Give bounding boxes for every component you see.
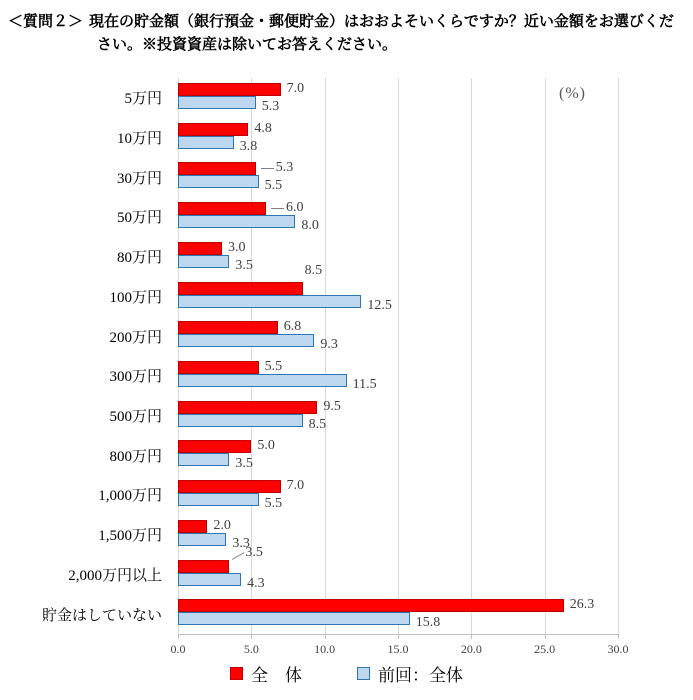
question-number-tag: ＜質問２＞ bbox=[8, 13, 84, 30]
legend-item-current bbox=[230, 661, 302, 686]
value-label-current: 3.5 bbox=[245, 544, 263, 560]
x-axis-tick-label: 10.0 bbox=[314, 642, 336, 656]
value-label-current: 5.0 bbox=[257, 438, 275, 454]
bar-current bbox=[178, 83, 281, 96]
value-label-current: 9.5 bbox=[323, 398, 341, 414]
question-title-line2: さい。※投資資産は除いてお答えください。 bbox=[97, 36, 398, 53]
value-label-previous: 5.5 bbox=[264, 496, 283, 512]
bar-previous bbox=[178, 533, 226, 546]
value-label-current: 7.0 bbox=[286, 81, 305, 96]
value-label-previous: 3.5 bbox=[235, 257, 253, 273]
category-label: 10万円 bbox=[116, 131, 162, 148]
category-label: 30万円 bbox=[116, 170, 162, 187]
category-label: 80万円 bbox=[116, 250, 162, 267]
bar-current bbox=[178, 202, 266, 215]
question-text: 現在の貯金額（銀行預金・郵便貯金）はおおよそいくらですか？近い金額をお選びくだ bbox=[89, 13, 674, 30]
category-label: 100万円 bbox=[109, 289, 162, 306]
value-label-current: 2.0 bbox=[213, 517, 231, 533]
category-label: 貯金はしていない bbox=[41, 607, 162, 624]
value-label-previous: 5.3 bbox=[261, 99, 280, 114]
bar-previous bbox=[178, 215, 295, 228]
x-axis-tick-label: 5.0 bbox=[243, 642, 259, 656]
bar-current bbox=[178, 401, 317, 414]
value-label-current: 5.5 bbox=[264, 359, 283, 374]
gridline bbox=[471, 78, 472, 634]
bar-current bbox=[178, 242, 222, 255]
value-label-current: 26.3 bbox=[569, 597, 595, 613]
bar-previous bbox=[178, 295, 361, 308]
bar-previous bbox=[178, 414, 303, 427]
value-label-current: 7.0 bbox=[286, 478, 305, 494]
legend-label-current: 全 体 bbox=[251, 666, 302, 685]
legend-label-previous: 前回：全体 bbox=[378, 666, 463, 685]
value-label-previous: 4.3 bbox=[247, 575, 265, 591]
category-label: 300万円 bbox=[109, 369, 162, 386]
bar-previous bbox=[178, 175, 259, 188]
gridline bbox=[178, 78, 179, 634]
gridline bbox=[398, 78, 399, 634]
value-label-previous: 8.0 bbox=[301, 218, 319, 234]
chart-legend bbox=[0, 661, 693, 686]
x-axis-tick-label: 0.0 bbox=[170, 642, 186, 656]
legend-swatch-previous bbox=[357, 667, 370, 680]
bar-current bbox=[178, 162, 256, 175]
category-label: 800万円 bbox=[109, 448, 162, 465]
bar-previous bbox=[178, 374, 347, 387]
gridline bbox=[545, 78, 546, 634]
category-label: 200万円 bbox=[109, 329, 162, 346]
x-axis-tick-label: 30.0 bbox=[607, 642, 629, 656]
value-label-previous: 5.5 bbox=[264, 178, 283, 194]
x-axis-line bbox=[178, 634, 619, 635]
bar-previous bbox=[178, 453, 229, 466]
bar-current bbox=[178, 361, 259, 374]
category-label: 1,000万円 bbox=[98, 488, 162, 505]
gridline bbox=[618, 78, 619, 634]
question-title bbox=[8, 10, 688, 56]
bar-previous bbox=[178, 255, 229, 268]
bar-previous bbox=[178, 136, 234, 149]
value-label-current: 5.3 bbox=[275, 160, 294, 176]
bar-current bbox=[178, 321, 278, 334]
category-label: 500万円 bbox=[109, 409, 162, 426]
value-label-previous: 3.3 bbox=[232, 535, 250, 551]
leader-line bbox=[232, 552, 245, 560]
value-label-current: 6.8 bbox=[283, 319, 302, 335]
value-label-current: 8.5 bbox=[304, 262, 323, 278]
x-axis-tick-label: 15.0 bbox=[387, 642, 409, 656]
x-axis-tick-label: 25.0 bbox=[534, 642, 556, 656]
value-label-current: 3.0 bbox=[228, 239, 246, 255]
bar-current bbox=[178, 440, 251, 453]
category-label: 1,500万円 bbox=[98, 528, 162, 545]
bar-current bbox=[178, 520, 207, 533]
plot-area bbox=[170, 78, 629, 656]
value-label-previous: 3.5 bbox=[235, 456, 253, 472]
value-label-current: 6.0 bbox=[286, 200, 304, 216]
bar-previous bbox=[178, 96, 256, 109]
bar-current bbox=[178, 480, 281, 493]
bar-previous bbox=[178, 493, 259, 506]
value-label-previous: 12.5 bbox=[367, 297, 392, 313]
bar-current bbox=[178, 599, 564, 612]
gridline bbox=[325, 78, 326, 634]
bar-previous bbox=[178, 334, 314, 347]
x-axis-tick-label: 20.0 bbox=[460, 642, 482, 656]
bar-current bbox=[178, 123, 248, 136]
category-label: 5万円 bbox=[124, 91, 162, 108]
question-title-line1 bbox=[8, 10, 688, 33]
legend-swatch-current bbox=[230, 667, 243, 680]
category-label: 50万円 bbox=[116, 210, 162, 227]
bar-previous bbox=[178, 612, 410, 625]
bar-previous bbox=[178, 573, 241, 586]
value-label-previous: 11.5 bbox=[352, 377, 377, 392]
leader-line bbox=[261, 168, 274, 169]
percent-unit-label: (%) bbox=[559, 85, 586, 102]
category-axis-labels bbox=[0, 78, 170, 634]
value-label-previous: 8.5 bbox=[308, 416, 327, 432]
leader-line bbox=[271, 208, 284, 209]
bar-current bbox=[178, 282, 303, 295]
category-label: 2,000万円以上 bbox=[68, 567, 162, 584]
value-label-previous: 15.8 bbox=[415, 615, 441, 631]
legend-item-previous bbox=[357, 661, 463, 686]
value-label-previous: 9.3 bbox=[320, 337, 338, 353]
value-label-previous: 3.8 bbox=[239, 138, 258, 154]
value-label-current: 4.8 bbox=[254, 120, 272, 136]
bar-current bbox=[178, 560, 229, 573]
